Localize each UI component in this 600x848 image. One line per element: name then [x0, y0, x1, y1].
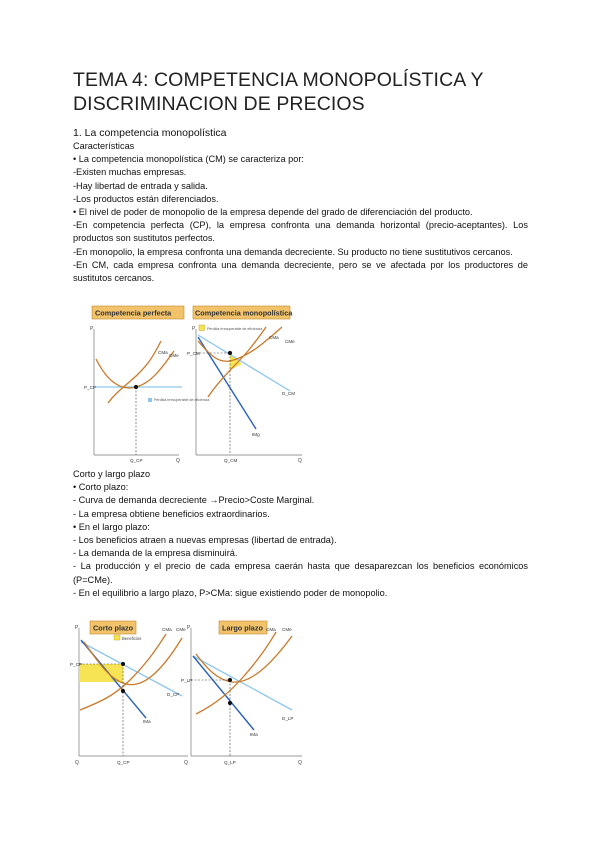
right-img-label: IMg — [252, 432, 260, 437]
right-q-label: Q — [298, 760, 302, 766]
tab-competencia-monopolistica: Competencia monopolística — [195, 308, 293, 318]
right-img-label: IMa — [250, 732, 258, 737]
paragraph: -Hay libertad de entrada y salida. — [73, 180, 208, 191]
left-q-label: Q — [176, 458, 180, 464]
paragraph: -En competencia perfecta (CP), la empresa confronta una demanda horizontal (precio-aceptantes). Los productos son sustitutos perfectos. — [73, 220, 528, 244]
right-dcm-label: D_CM — [282, 391, 296, 396]
right-plp-label: P_LP — [181, 678, 193, 683]
right-p-label: P — [187, 625, 191, 631]
tab-largo-plazo: Largo plazo — [222, 623, 263, 633]
left-legend-text: Pérdida irrecuperable de eficiencia — [154, 398, 210, 402]
paragraph: -Existen muchas empresas. — [73, 167, 187, 178]
left-cma-label: CMa — [158, 350, 168, 355]
right-cme-label: CMe — [285, 339, 295, 344]
left-cma-curve — [108, 341, 161, 403]
title-line-1: TEMA 4: COMPETENCIA MONOPOLÍSTICA Y — [73, 69, 484, 91]
page-title — [73, 68, 533, 116]
right-mr-mc-point — [228, 701, 232, 705]
right-equilibrium-point — [228, 678, 232, 682]
right-pcm-label: P_CM — [187, 351, 200, 356]
paragraph: • Corto plazo: — [73, 482, 129, 493]
left-dcp-label: D_CP — [167, 692, 180, 697]
left-price-point — [121, 662, 125, 666]
left-legend-swatch — [148, 398, 152, 402]
right-qcm-label: Q_CM — [224, 458, 238, 463]
title-line-2: DISCRIMINACION DE PRECIOS — [73, 93, 365, 115]
paragraph: • El nivel de poder de monopolio de la empresa depende del grado de diferenciación del producto. — [73, 207, 473, 218]
body-text-2 — [73, 468, 528, 600]
right-cma-label: CMa — [266, 627, 276, 632]
paragraph: - La empresa obtiene beneficios extraordinarios. — [73, 508, 270, 519]
figure-corto-largo-plazo — [70, 618, 318, 770]
right-legend-swatch — [199, 325, 205, 331]
left-qcp-label: Q_CP — [117, 760, 130, 765]
right-dlp-label: D_LP — [282, 716, 294, 721]
right-demand-line — [198, 335, 290, 391]
right-qlp-label: Q_LP — [224, 760, 236, 765]
left-origin-q-label: Q — [75, 760, 79, 766]
paragraph: -En monopolio, la empresa confronta una demanda decreciente. Su producto no tiene sustitutivos cercanos. — [73, 246, 513, 257]
left-p-label: P — [90, 326, 94, 332]
left-cma-label: CMa — [162, 627, 172, 632]
left-cme-label: CMe — [176, 627, 186, 632]
tab-corto-plazo: Corto plazo — [93, 623, 134, 633]
figure-corto-largo-plazo-svg — [70, 618, 318, 770]
right-q-label: Q — [298, 458, 302, 464]
right-cme-label: CMe — [282, 627, 292, 632]
right-legend-text: Pérdida irrecuperable de eficiencia — [207, 327, 263, 331]
left-mr-mc-point — [121, 689, 125, 693]
left-cme-label: CMe — [169, 353, 179, 358]
left-legend-swatch — [114, 635, 120, 640]
paragraph: - Los beneficios atraen a nuevas empresas (libertad de entrada). — [73, 535, 337, 546]
tab-competencia-perfecta: Competencia perfecta — [95, 308, 172, 318]
paragraph: • En el largo plazo: — [73, 521, 150, 532]
paragraph: • La competencia monopolística (CM) se caracteriza por: — [73, 154, 304, 165]
paragraph: - La producción y el precio de cada empresa caerán hasta que desaparezcan los beneficios económicos (P=CMe). — [73, 561, 528, 585]
paragraph: -Los productos están diferenciados. — [73, 193, 219, 204]
section-heading: 1. La competencia monopolística — [73, 127, 227, 139]
left-q-label: Q — [184, 760, 188, 766]
left-cme-curve — [96, 351, 174, 388]
left-equilibrium-point — [134, 385, 138, 389]
left-img-label: IMa — [143, 719, 151, 724]
paragraph: -En CM, cada empresa confronta una demanda decreciente, pero se ve afectada por los productores de sustitutos cercanos. — [73, 259, 528, 284]
left-pcp-label: P_CP — [70, 662, 83, 667]
left-qcp-label: Q_CP — [130, 458, 143, 463]
paragraph: - La demanda de la empresa disminuirá. — [73, 548, 238, 559]
figure-cp-vs-cm-svg — [86, 303, 316, 471]
left-pcp-label: P_CP — [84, 385, 97, 390]
right-p-label: P — [192, 326, 196, 332]
paragraph: Corto y largo plazo — [73, 469, 151, 479]
left-legend-text: Beneficios — [122, 636, 142, 641]
left-p-label: P — [75, 625, 79, 631]
right-cma-label: CMa — [269, 335, 279, 340]
figure-cp-vs-cm — [86, 303, 316, 471]
right-demand-line — [193, 656, 292, 710]
paragraph: - En el equilibrio a largo plazo, P>CMa: sigue existiendo poder de monopolio. — [73, 587, 388, 598]
right-cma-curve — [196, 632, 276, 714]
paragraph: Características — [73, 141, 135, 151]
right-equilibrium-point — [228, 351, 232, 355]
right-img-line — [193, 656, 254, 730]
body-text-1 — [73, 140, 528, 285]
paragraph: - Curva de demanda decreciente →Precio>Coste Marginal. — [73, 495, 315, 506]
